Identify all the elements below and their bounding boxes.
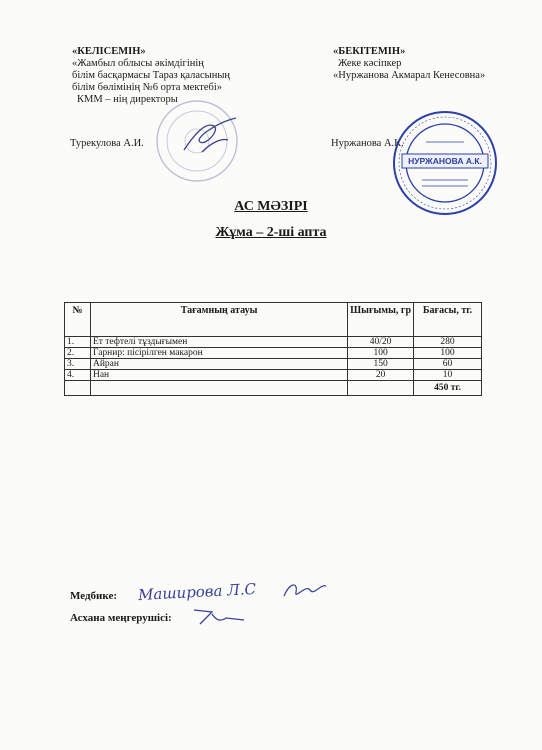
table-header-row [65, 303, 482, 337]
row-number: 4. [65, 370, 91, 381]
dish-price: 280 [414, 337, 482, 348]
dish-yield: 40/20 [348, 337, 414, 348]
approval-block-right [333, 46, 485, 82]
nurse-signature-icon [280, 578, 330, 604]
menu-table [64, 302, 482, 396]
row-number: 2. [65, 348, 91, 359]
table-row [65, 337, 482, 348]
approval-line: «Жамбыл облысы әкімдігінің [72, 58, 204, 69]
signer-left: Турекулова А.И. [70, 138, 144, 149]
dish-name: Ет тефтелі тұздығымен [90, 337, 347, 348]
total-row [65, 381, 482, 396]
signer-right: Нуржанова А.К. [331, 138, 404, 149]
dish-yield: 150 [348, 359, 414, 370]
approval-line: КММ – нің директоры [77, 94, 178, 105]
approval-line: Жеке кәсіпкер [338, 58, 402, 69]
approval-line: білім басқармасы Тараз қаласының [72, 70, 231, 81]
kitchen-manager-label: Асхана меңгерушісі: [70, 612, 172, 624]
row-number: 1. [65, 337, 91, 348]
column-header-yield: Шығымы, гр [348, 303, 414, 337]
column-header-dish: Тағамның атауы [90, 303, 347, 337]
total-price: 450 тг. [414, 381, 482, 396]
dish-price: 100 [414, 348, 482, 359]
page-title: АС МӘЗІРІ [234, 199, 308, 214]
director-signature-icon [176, 112, 246, 162]
approval-title-right: «БЕКІТЕМІН» [333, 46, 406, 57]
dish-name: Нан [90, 370, 347, 381]
table-row [65, 348, 482, 359]
table-row [65, 359, 482, 370]
nurse-label: Медбике: [70, 590, 117, 602]
dish-yield: 20 [348, 370, 414, 381]
kitchen-manager-signature-icon [190, 602, 250, 628]
dish-yield: 100 [348, 348, 414, 359]
approval-line: білім бөлімінің №6 орта мектебі» [72, 82, 223, 93]
dish-price: 10 [414, 370, 482, 381]
dish-price: 60 [414, 359, 482, 370]
column-header-price: Бағасы, тг. [414, 303, 482, 337]
column-header-number: № [65, 303, 91, 337]
approval-line: «Нуржанова Акмарал Кенесовна» [333, 70, 486, 81]
stamp-text: НУРЖАНОВА А.К. [408, 156, 482, 166]
approval-title-left: «КЕЛІСЕМІН» [72, 46, 146, 57]
dish-name: Айран [90, 359, 347, 370]
row-number: 3. [65, 359, 91, 370]
table-row [65, 370, 482, 381]
dish-name: Гарнир: пісірілген макарон [90, 348, 347, 359]
page-subtitle: Жұма – 2-ші апта [215, 225, 327, 240]
nurse-signature: Маширова Л.С [137, 579, 257, 605]
